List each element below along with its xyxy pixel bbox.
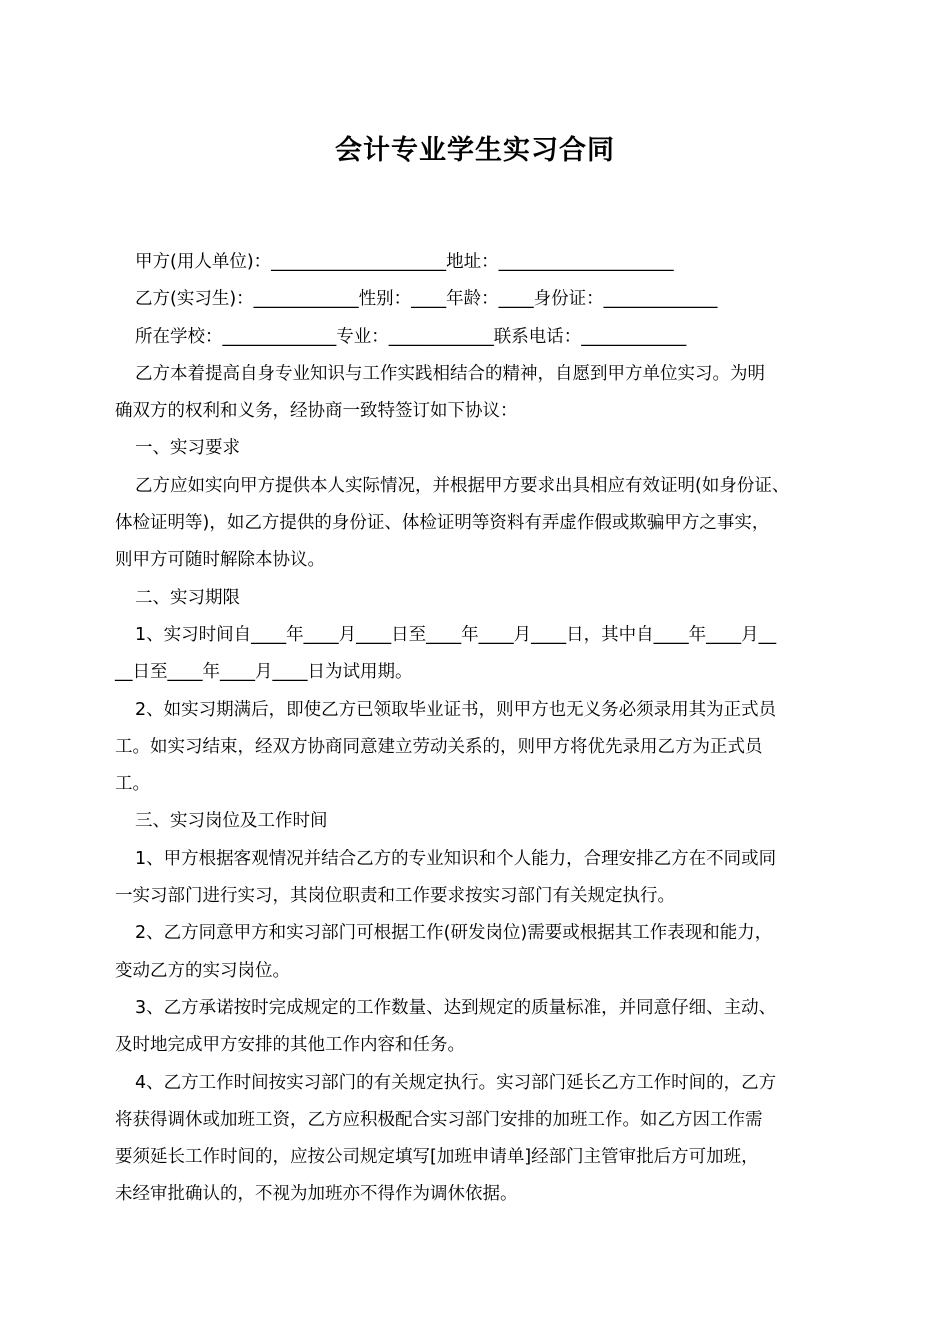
contract-line: 乙方本着提高自身专业知识与工作实践相结合的精神，自愿到甲方单位实习。为明 bbox=[135, 363, 765, 384]
contract-line: 二、实习期限 bbox=[135, 587, 240, 608]
contract-line: 体检证明等)，如乙方提供的身份证、体检证明等资料有弄虚作假或欺骗甲方之事实， bbox=[115, 513, 770, 534]
contract-line: 未经审批确认的，不视为加班亦不得作为调休依据。 bbox=[115, 1184, 518, 1205]
contract-line: 将获得调休或加班工资，乙方应积极配合实习部门安排的加班工作。如乙方因工作需 bbox=[115, 1109, 763, 1130]
contract-line: 工。 bbox=[115, 774, 150, 795]
contract-line: __日至____年____月____日为试用期。 bbox=[115, 662, 413, 683]
contract-line: 及时地完成甲方安排的其他工作内容和任务。 bbox=[115, 1035, 465, 1056]
contract-line: 工。如实习结束，经双方协商同意建立劳动关系的，则甲方将优先录用乙方为正式员 bbox=[115, 736, 763, 757]
document-title: 会计专业学生实习合同 bbox=[335, 135, 615, 166]
contract-line: 3、乙方承诺按时完成规定的工作数量、达到规定的质量标准，并同意仔细、主动、 bbox=[135, 997, 777, 1018]
contract-line: 则甲方可随时解除本协议。 bbox=[115, 550, 325, 571]
contract-line: 所在学校：_____________专业：____________联系电话：____________ bbox=[135, 326, 687, 347]
contract-line: 一实习部门进行实习，其岗位职责和工作要求按实习部门有关规定执行。 bbox=[115, 886, 675, 907]
contract-line: 变动乙方的实习岗位。 bbox=[115, 960, 290, 981]
contract-line: 2、乙方同意甲方和实习部门可根据工作(研发岗位)需要或根据其工作表现和能力， bbox=[135, 923, 773, 944]
contract-line: 2、如实习期满后，即使乙方已领取毕业证书，则甲方也无义务必须录用其为正式员 bbox=[135, 699, 777, 720]
contract-line: 乙方应如实向甲方提供本人实际情况，并根据甲方要求出具相应有效证明(如身份证、 bbox=[135, 475, 790, 496]
contract-line: 1、甲方根据客观情况并结合乙方的专业知识和个人能力，合理安排乙方在不同或同 bbox=[135, 848, 777, 869]
contract-line: 乙方(实习生)：____________性别：____年龄：____身份证：_____________ bbox=[135, 289, 718, 310]
contract-line: 1、实习时间自____年____月____日至____年____月____日，其中自____年____月__ bbox=[135, 624, 777, 645]
contract-line: 三、实习岗位及工作时间 bbox=[135, 811, 328, 832]
contract-line: 一、实习要求 bbox=[135, 438, 240, 459]
contract-line: 4、乙方工作时间按实习部门的有关规定执行。实习部门延长乙方工作时间的，乙方 bbox=[135, 1072, 777, 1093]
contract-line: 甲方(用人单位)：____________________地址：____________________ bbox=[135, 252, 674, 272]
contract-line: 确双方的权利和义务，经协商一致特签订如下协议： bbox=[115, 401, 518, 422]
contract-line: 要须延长工作时间的，应按公司规定填写[加班申请单]经部门主管审批后方可加班， bbox=[115, 1147, 759, 1168]
contract-body bbox=[115, 244, 835, 1214]
